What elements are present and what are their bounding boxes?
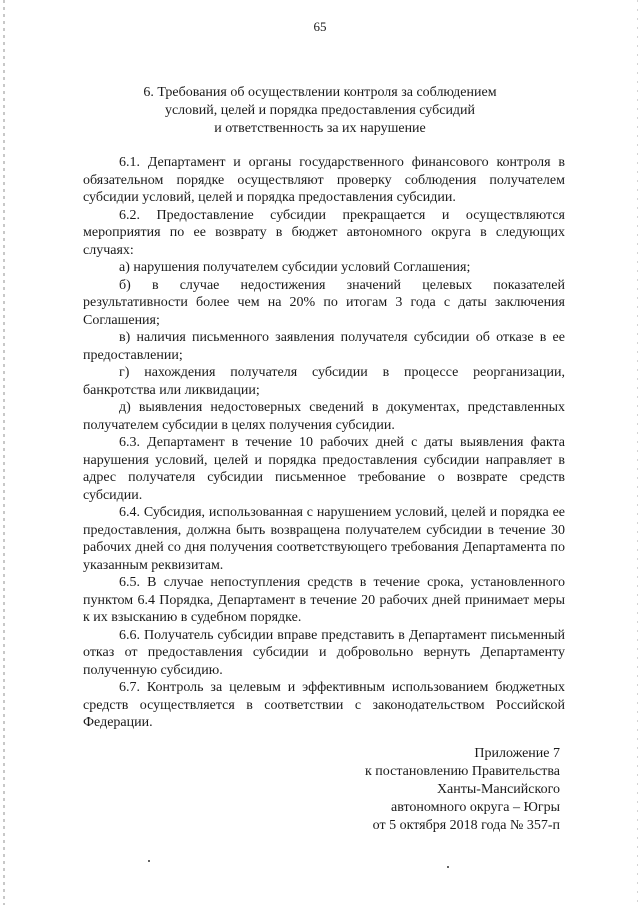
paragraph-6-6: 6.6. Получатель субсидии вправе представить в Департамент письменный отказ от предоставления субсидии и добровольно вернуть Департаменту полученную субсидию.	[83, 627, 565, 678]
heading-line-3: и ответственность за их нарушение	[214, 121, 426, 136]
list-item-b: б) в случае недостижения значений целевых показателей результативности более чем на 20% по итогам 3 года с даты заключения Соглашения;	[83, 277, 565, 328]
list-item-d: д) выявления недостоверных сведений в документах, представленных получателем субсидии в целях получения субсидии.	[83, 400, 565, 433]
scan-speck	[148, 860, 150, 862]
appendix-line-2: к постановлению Правительства	[364, 764, 560, 779]
scan-edge-right	[637, 0, 638, 905]
scan-speck	[447, 866, 449, 868]
paragraph-6-3: 6.3. Департамент в течение 10 рабочих дней с даты выявления факта нарушения условий, целей и порядка предоставления субсидии направляет в адрес получателя субсидии письменное требование о возврате средств субсидии.	[83, 435, 565, 503]
heading-line-1: 6. Требования об осуществлении контроля за соблюдением	[143, 85, 497, 100]
heading-line-2: условий, целей и порядка предоставления субсидий	[164, 103, 476, 118]
appendix-line-3: Ханты-Мансийского	[436, 782, 560, 797]
paragraph-6-2: 6.2. Предоставление субсидии прекращается и осуществляются мероприятия по ее возврату в бюджет автономного округа в следующих случаях:	[83, 207, 565, 258]
section-heading	[80, 84, 560, 138]
page-number: 65	[313, 19, 327, 34]
appendix-title: Приложение 7	[474, 746, 560, 761]
appendix-block	[300, 745, 560, 835]
list-item-a: а) нарушения получателем субсидии условий Соглашения;	[119, 260, 471, 275]
paragraph-6-7: 6.7. Контроль за целевым и эффективным использованием бюджетных средств осуществляется в соответствии с законодательством Российской Федерации.	[83, 680, 565, 730]
paragraph-6-5: 6.5. В случае непоступления средств в течение срока, установленного пунктом 6.4 Порядка, Департамент в течение 20 рабочих дней принимает меры к их взысканию в судебном порядке.	[83, 575, 565, 625]
appendix-line-4: автономного округа – Югры	[391, 800, 560, 815]
section-body	[83, 154, 565, 732]
list-item-v: в) наличия письменного заявления получателя субсидии об отказе в ее предоставлении;	[83, 330, 565, 363]
paragraph-6-4: 6.4. Субсидия, использованная с нарушением условий, целей и порядка ее предоставления, должна быть возвращена получателем субсидии в течение 30 рабочих дней со дня получения соответствующего требования Департамента по указанным реквизитам.	[83, 505, 565, 573]
appendix-line-5: от 5 октября 2018 года № 357-п	[372, 818, 560, 833]
list-item-g: г) нахождения получателя субсидии в процессе реорганизации, банкротства или ликвидации;	[83, 365, 565, 398]
paragraph-6-1: 6.1. Департамент и органы государственного финансового контроля в обязательном порядке осуществляют проверку соблюдения получателем субсидии условий, целей и порядка предоставления субсидии.	[83, 155, 565, 205]
scan-edge-left	[3, 0, 5, 905]
